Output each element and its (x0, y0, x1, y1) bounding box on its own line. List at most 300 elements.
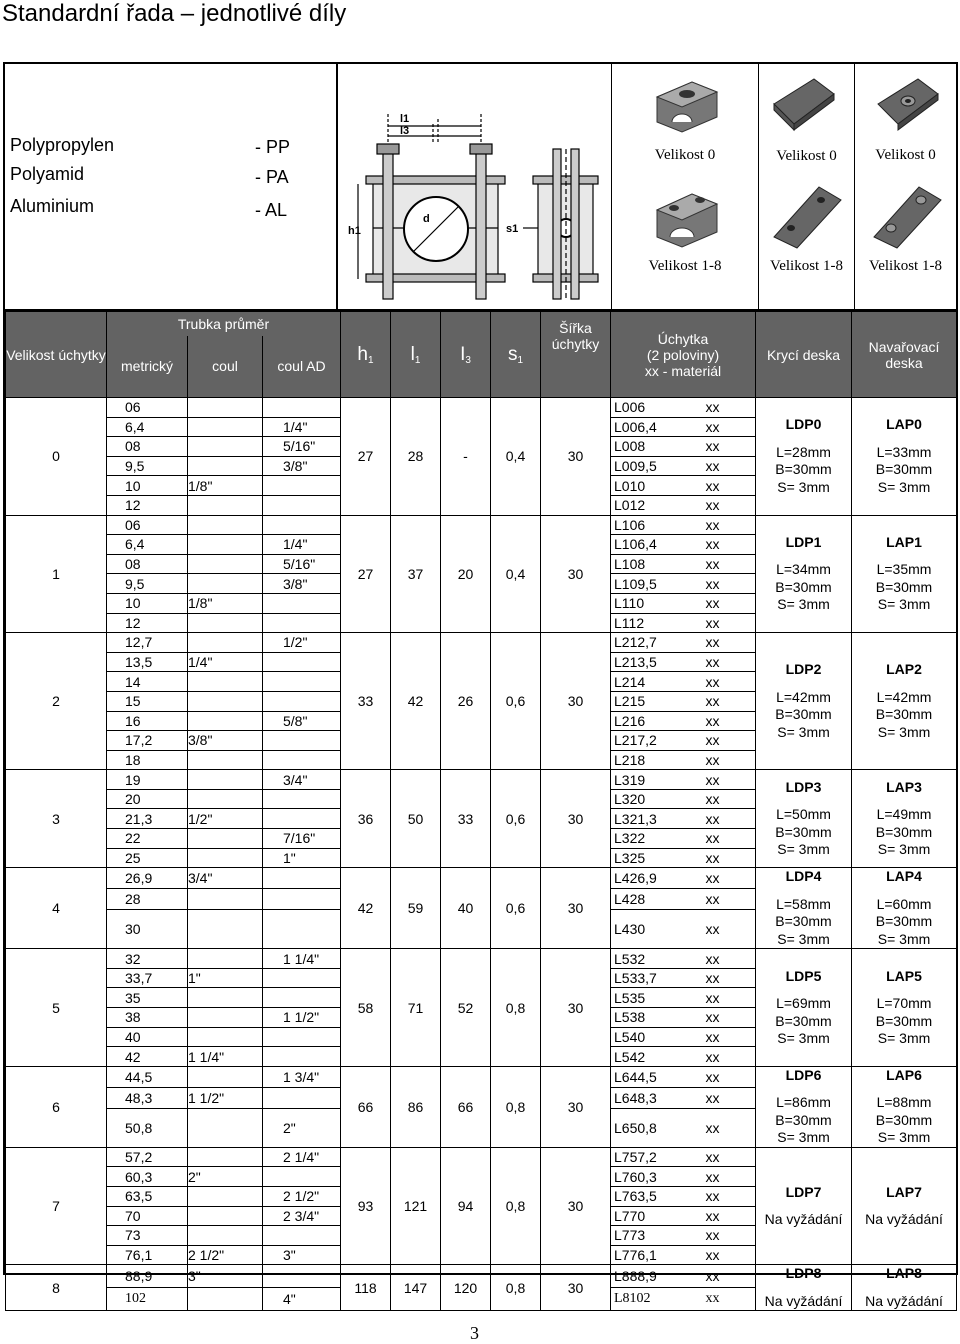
s1-cell: 0,6 (491, 633, 541, 770)
metric-diameter-cell: 06 (107, 515, 188, 535)
header-l1: $l_1$ (391, 312, 441, 398)
size-cell: 7 (6, 1147, 107, 1265)
inch-cell (188, 1066, 263, 1087)
cover-plate-cell (756, 398, 852, 516)
weld-plate-code: LAP8 (886, 1265, 922, 1282)
metric-diameter-cell: 18 (107, 750, 188, 770)
table-row (6, 398, 957, 418)
header-uchytka-line2: (2 poloviny) (646, 346, 720, 363)
width-cell: 30 (541, 1265, 611, 1311)
inch-ad-cell (263, 910, 341, 949)
h1-cell: 66 (341, 1066, 391, 1147)
header-l3: $I_3$ (441, 312, 491, 398)
plate-spec-line: B=30mm (875, 578, 933, 595)
weld-plate-cell (852, 1147, 957, 1265)
part-code-cell: L426,9 (611, 868, 686, 889)
material-code: - AL (255, 200, 288, 220)
material-code-cell: xx (686, 574, 756, 594)
metric-diameter-cell: 06 (107, 398, 188, 418)
size-cell: 4 (6, 868, 107, 949)
s1-cell: 0,8 (491, 1265, 541, 1311)
part-code-cell: L110 (611, 593, 686, 613)
material-code-cell: xx (686, 1109, 756, 1148)
part-code-cell: L540 (611, 1027, 686, 1047)
material-code-cell: xx (686, 1087, 756, 1108)
inch-cell (188, 1027, 263, 1047)
metric-diameter-cell: 12 (107, 613, 188, 633)
label-l3: l3 (400, 125, 410, 137)
inch-ad-cell (263, 613, 341, 633)
inch-ad-cell (263, 652, 341, 672)
material-code-cell: xx (686, 1027, 756, 1047)
weld-plate-code: LAP6 (886, 1066, 922, 1083)
part-code-cell: L532 (611, 949, 686, 969)
parts-table (5, 311, 957, 1311)
material-code-cell: xx (686, 910, 756, 949)
plate-spec-line: B=30mm (775, 1012, 832, 1029)
inch-ad-cell (263, 1027, 341, 1047)
header-uchytka-line3: xx - materiál (644, 362, 722, 379)
inch-ad-cell: 2 1/2" (263, 1187, 341, 1207)
cover-plate-cell (756, 770, 852, 868)
material-code-cell: xx (686, 848, 756, 868)
inch-cell: 3/8" (188, 731, 263, 751)
inch-cell: 1/2" (188, 809, 263, 829)
l3-cell: 52 (441, 949, 491, 1067)
part-code-cell: L542 (611, 1047, 686, 1067)
inch-ad-cell: 2" (263, 1109, 341, 1148)
material-code-cell: xx (686, 750, 756, 770)
plate-spec-line: S= 3mm (877, 596, 931, 613)
inch-ad-cell (263, 691, 341, 711)
inch-cell: 1/8" (188, 593, 263, 613)
inch-ad-cell (263, 1265, 341, 1288)
part-code-cell: L006 (611, 398, 686, 418)
part-code-cell: L109,5 (611, 574, 686, 594)
plate-spec-line: S= 3mm (777, 723, 830, 740)
plate-spec-line: S= 3mm (877, 723, 931, 740)
s1-cell: 0,6 (491, 868, 541, 949)
plate-spec-line: B=30mm (875, 706, 933, 723)
material-code-cell: xx (686, 593, 756, 613)
cover-plate-cell (756, 1265, 852, 1311)
h1-cell: 42 (341, 868, 391, 949)
part-code-cell: L430 (611, 910, 686, 949)
l3-cell: 120 (441, 1265, 491, 1311)
material-code-cell: xx (686, 1008, 756, 1028)
weld-plate-cell (852, 770, 957, 868)
inch-cell (188, 1226, 263, 1246)
inch-ad-cell (263, 1226, 341, 1246)
l3-cell: - (441, 398, 491, 516)
part-code-cell: L533,7 (611, 968, 686, 988)
inch-ad-cell: 3/4" (263, 770, 341, 790)
plate-spec-line: L=69mm (776, 995, 831, 1012)
clamp-half-size0-icon (652, 72, 722, 137)
inch-cell (188, 515, 263, 535)
material-code-cell: xx (686, 417, 756, 437)
table-row (6, 515, 957, 535)
s1-cell: 0,4 (491, 398, 541, 516)
width-cell: 30 (541, 1147, 611, 1265)
weld-plate-size0-icon (873, 74, 943, 134)
part-code-cell: L760,3 (611, 1167, 686, 1187)
inch-cell (188, 417, 263, 437)
plate-spec-line: Na vyžádání (764, 1211, 843, 1228)
part-code-cell: L535 (611, 988, 686, 1008)
header-s1: $s_1$ (491, 312, 541, 398)
part-code-cell: L215 (611, 691, 686, 711)
h1-cell: 118 (341, 1265, 391, 1311)
weld-plate-code: LAP2 (886, 661, 922, 678)
weld-plate-cell (852, 1066, 957, 1147)
material-code: - PP (255, 137, 291, 157)
plate-spec-line: L=60mm (876, 895, 932, 912)
metric-diameter-cell: 19 (107, 770, 188, 790)
cover-plate-cell (756, 515, 852, 633)
label-h1: h1 (348, 225, 361, 237)
metric-diameter-cell: 102 (107, 1288, 188, 1311)
inch-ad-cell (263, 1047, 341, 1067)
header-uchytka-line1: Úchytka (657, 330, 709, 347)
l1-cell: 71 (391, 949, 441, 1067)
metric-diameter-cell: 63,5 (107, 1187, 188, 1207)
inch-ad-cell: 5/8" (263, 711, 341, 731)
s1-cell: 0,8 (491, 949, 541, 1067)
plate-spec-line: L=42mm (876, 688, 932, 705)
weld-plate-cell (852, 398, 957, 516)
inch-ad-cell: 3/8" (263, 574, 341, 594)
header-navarovaci: Navařovací deska (852, 312, 957, 398)
part-code-cell: L213,5 (611, 652, 686, 672)
plate-spec-line: B=30mm (875, 823, 933, 840)
material-code-cell: xx (686, 633, 756, 653)
header-kryci: Krycí deska (756, 312, 852, 398)
material-code-cell: xx (686, 1245, 756, 1265)
header-coul: coul (188, 336, 263, 398)
material-code-cell: xx (686, 1226, 756, 1246)
inch-cell: 2 1/2" (188, 1245, 263, 1265)
plate-spec-line: S= 3mm (877, 478, 931, 495)
weld-plate-code: LAP1 (886, 533, 922, 550)
part-code-cell: L770 (611, 1206, 686, 1226)
metric-diameter-cell: 13,5 (107, 652, 188, 672)
metric-diameter-cell: 40 (107, 1027, 188, 1047)
table-row (6, 633, 957, 653)
part-code-cell: L108 (611, 554, 686, 574)
h1-cell: 58 (341, 949, 391, 1067)
part-code-cell: L644,5 (611, 1066, 686, 1087)
inch-cell: 3/4" (188, 868, 263, 889)
inch-ad-cell: 2 3/4" (263, 1206, 341, 1226)
inch-ad-cell (263, 476, 341, 496)
part-code-cell: L650,8 (611, 1109, 686, 1148)
metric-diameter-cell: 22 (107, 829, 188, 849)
weld-plate-code: LAP5 (886, 967, 922, 984)
plate-spec-line: S= 3mm (877, 930, 931, 947)
inch-ad-cell (263, 1167, 341, 1187)
l1-cell: 59 (391, 868, 441, 949)
metric-diameter-cell: 48,3 (107, 1087, 188, 1108)
plate-spec-line: B=30mm (775, 706, 832, 723)
plate-spec-line: L=86mm (776, 1094, 831, 1111)
part-code-cell: L763,5 (611, 1187, 686, 1207)
metric-diameter-cell: 35 (107, 988, 188, 1008)
inch-ad-cell: 1 1/4" (263, 949, 341, 969)
inch-cell (188, 456, 263, 476)
metric-diameter-cell: 9,5 (107, 456, 188, 476)
metric-diameter-cell: 38 (107, 1008, 188, 1028)
cover-plate-code: LDP8 (785, 1265, 822, 1282)
table-row (6, 949, 957, 969)
plate-spec-line: L=42mm (776, 688, 831, 705)
material-code-cell: xx (686, 672, 756, 692)
material-code-cell: xx (686, 1288, 756, 1311)
material-code-cell: xx (686, 691, 756, 711)
part-code-cell: L757,2 (611, 1147, 686, 1167)
material-code-cell: xx (686, 889, 756, 910)
part-code-cell: L212,7 (611, 633, 686, 653)
image-caption: Velikost 1-8 (648, 258, 722, 274)
l1-cell: 50 (391, 770, 441, 868)
metric-diameter-cell: 14 (107, 672, 188, 692)
table-row (6, 868, 957, 889)
plate-spec-line: B=30mm (875, 461, 933, 478)
l3-cell: 66 (441, 1066, 491, 1147)
table-row (6, 1066, 957, 1087)
inch-ad-cell (263, 398, 341, 418)
part-code-cell: L773 (611, 1226, 686, 1246)
material-code-cell: xx (686, 456, 756, 476)
part-code-cell: L776,1 (611, 1245, 686, 1265)
inch-cell (188, 554, 263, 574)
inch-ad-cell (263, 868, 341, 889)
cover-plate-code: LDP7 (785, 1183, 822, 1200)
inch-cell (188, 949, 263, 969)
inch-cell (188, 829, 263, 849)
cover-plate-cell (756, 949, 852, 1067)
plate-spec-line: S= 3mm (777, 841, 830, 858)
material-code-cell: xx (686, 1167, 756, 1187)
width-cell: 30 (541, 770, 611, 868)
h1-cell: 93 (341, 1147, 391, 1265)
inch-ad-cell: 3/8" (263, 456, 341, 476)
inch-cell (188, 711, 263, 731)
s1-cell: 0,8 (491, 1066, 541, 1147)
weld-plate-code: LAP4 (886, 868, 922, 885)
inch-ad-cell (263, 789, 341, 809)
cover-plate-code: LDP2 (785, 661, 822, 678)
plate-spec-line: S= 3mm (777, 1030, 830, 1047)
h1-cell: 27 (341, 398, 391, 516)
material-code-cell: xx (686, 770, 756, 790)
plate-spec-line: L=49mm (876, 806, 932, 823)
l3-cell: 26 (441, 633, 491, 770)
inch-cell (188, 1008, 263, 1028)
inch-ad-cell (263, 593, 341, 613)
l1-cell: 147 (391, 1265, 441, 1311)
table-frame (3, 62, 958, 1309)
weld-plate-code: LAP0 (886, 416, 922, 433)
metric-diameter-cell: 88,9 (107, 1265, 188, 1288)
plate-spec-line: L=88mm (876, 1094, 932, 1111)
part-code-cell: L112 (611, 613, 686, 633)
image-caption: Velikost 1-8 (869, 258, 942, 274)
part-code-cell: L538 (611, 1008, 686, 1028)
part-code-cell: L648,3 (611, 1087, 686, 1108)
plate-spec-line: S= 3mm (777, 930, 830, 947)
width-cell: 30 (541, 398, 611, 516)
metric-diameter-cell: 42 (107, 1047, 188, 1067)
material-code-cell: xx (686, 535, 756, 555)
inch-ad-cell: 1/4" (263, 535, 341, 555)
inch-cell (188, 398, 263, 418)
plate-spec-line: L=28mm (776, 443, 831, 460)
material-code-cell: xx (686, 968, 756, 988)
plate-spec-line: B=30mm (775, 461, 832, 478)
inch-ad-cell: 2 1/4" (263, 1147, 341, 1167)
size-cell: 3 (6, 770, 107, 868)
inch-ad-cell (263, 750, 341, 770)
inch-cell (188, 495, 263, 515)
part-code-cell: L320 (611, 789, 686, 809)
size-cell: 6 (6, 1066, 107, 1147)
material-name: Polypropylen (10, 135, 115, 155)
inch-ad-cell: 1 3/4" (263, 1066, 341, 1087)
weld-plate-cell (852, 949, 957, 1067)
part-code-cell: L106,4 (611, 535, 686, 555)
material-code-cell: xx (686, 868, 756, 889)
inch-ad-cell: 5/16" (263, 437, 341, 457)
size-cell: 1 (6, 515, 107, 633)
clamp-half-size1-icon (652, 182, 722, 252)
material-code-cell: xx (686, 1206, 756, 1226)
material-code-cell: xx (686, 1047, 756, 1067)
l1-cell: 37 (391, 515, 441, 633)
inch-ad-cell: 1" (263, 848, 341, 868)
plate-spec-line: B=30mm (875, 913, 933, 930)
l3-cell: 94 (441, 1147, 491, 1265)
cover-plate-cell (756, 1066, 852, 1147)
inch-cell (188, 1187, 263, 1207)
inch-cell: 3" (188, 1265, 263, 1288)
part-code-cell: L010 (611, 476, 686, 496)
weld-plate-code: LAP7 (886, 1183, 922, 1200)
metric-diameter-cell: 9,5 (107, 574, 188, 594)
parts-table-body (6, 398, 957, 1311)
plate-spec-line: B=30mm (875, 1111, 933, 1128)
h1-cell: 33 (341, 633, 391, 770)
metric-diameter-cell: 44,5 (107, 1066, 188, 1087)
header-h1: $h_1$ (341, 312, 391, 398)
inch-ad-cell (263, 731, 341, 751)
material-name: Polyamid (10, 164, 85, 184)
label-s1: s1 (506, 223, 519, 235)
inch-cell (188, 1288, 263, 1311)
metric-diameter-cell: 73 (107, 1226, 188, 1246)
table-row (6, 1265, 957, 1288)
plate-spec-line: B=30mm (775, 913, 832, 930)
plate-spec-line: L=34mm (776, 561, 831, 578)
l1-cell: 121 (391, 1147, 441, 1265)
metric-diameter-cell: 08 (107, 554, 188, 574)
metric-diameter-cell: 20 (107, 789, 188, 809)
part-code-cell: L428 (611, 889, 686, 910)
weld-plate-image-column (854, 64, 956, 309)
table-row (6, 770, 957, 790)
weld-plate-cell (852, 515, 957, 633)
material-code-cell: xx (686, 809, 756, 829)
plate-spec-line: L=50mm (776, 806, 831, 823)
weld-plate-size1-icon (869, 182, 945, 252)
cover-plate-cell (756, 1147, 852, 1265)
inch-ad-cell: 3" (263, 1245, 341, 1265)
header-sirka: Šířka úchytky (541, 312, 611, 398)
size-cell: 5 (6, 949, 107, 1067)
plate-spec-line: S= 3mm (877, 1030, 931, 1047)
material-code-cell: xx (686, 398, 756, 418)
cover-plate-code: LDP3 (785, 778, 822, 795)
metric-diameter-cell: 25 (107, 848, 188, 868)
inch-cell (188, 574, 263, 594)
metric-diameter-cell: 50,8 (107, 1109, 188, 1148)
metric-diameter-cell: 33,7 (107, 968, 188, 988)
cover-plate-code: LDP4 (785, 868, 822, 885)
inch-ad-cell (263, 988, 341, 1008)
inch-cell (188, 1206, 263, 1226)
material-code-cell: xx (686, 495, 756, 515)
material-code-cell: xx (686, 1187, 756, 1207)
cover-plate-code: LDP1 (785, 533, 822, 550)
part-code-cell: L217,2 (611, 731, 686, 751)
label-l1: l1 (400, 113, 410, 125)
image-caption: Velikost 1-8 (770, 258, 843, 274)
material-code-cell: xx (686, 731, 756, 751)
inch-ad-cell: 5/16" (263, 554, 341, 574)
header-trubka: Trubka průměr (107, 312, 341, 336)
part-code-cell: L216 (611, 711, 686, 731)
plate-spec-line: S= 3mm (777, 478, 830, 495)
cover-plate-image-column (758, 64, 854, 309)
inch-cell (188, 613, 263, 633)
inch-ad-cell (263, 889, 341, 910)
plate-spec-line: Na vyžádání (865, 1292, 943, 1309)
clamp-image-column (611, 64, 758, 309)
material-code-cell: xx (686, 652, 756, 672)
metric-diameter-cell: 17,2 (107, 731, 188, 751)
inch-cell: 1/8" (188, 476, 263, 496)
metric-diameter-cell: 6,4 (107, 535, 188, 555)
plate-spec-line: B=30mm (875, 1012, 933, 1029)
inch-cell (188, 770, 263, 790)
table-row (6, 1147, 957, 1167)
inch-ad-cell (263, 1087, 341, 1108)
inch-cell (188, 1147, 263, 1167)
metric-diameter-cell: 10 (107, 593, 188, 613)
material-code: - PA (255, 167, 289, 187)
inch-ad-cell (263, 968, 341, 988)
width-cell: 30 (541, 868, 611, 949)
metric-diameter-cell: 30 (107, 910, 188, 949)
part-code-cell: L006,4 (611, 417, 686, 437)
inch-cell (188, 910, 263, 949)
inch-cell (188, 672, 263, 692)
cover-plate-size0-icon (769, 74, 839, 134)
metric-diameter-cell: 70 (107, 1206, 188, 1226)
width-cell: 30 (541, 515, 611, 633)
part-code-cell: L888,9 (611, 1265, 686, 1288)
inch-cell (188, 848, 263, 868)
